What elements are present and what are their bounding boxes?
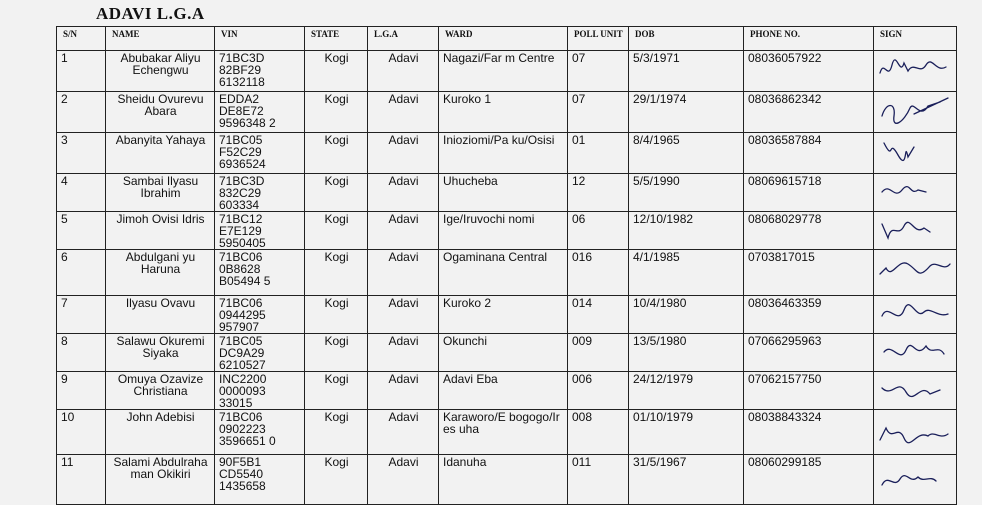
cell-poll-unit: 006 xyxy=(568,372,629,410)
signature-stroke xyxy=(882,476,936,485)
table-row xyxy=(57,372,957,410)
cell-lga: Adavi xyxy=(368,174,439,212)
signature-mark xyxy=(874,250,956,294)
signature-cell xyxy=(874,174,957,212)
cell-ward: Idanuha xyxy=(439,455,568,505)
signature-stroke xyxy=(882,387,940,397)
cell-poll-unit: 016 xyxy=(568,250,629,296)
cell-sn: 1 xyxy=(57,51,106,92)
signature-mark xyxy=(874,334,956,372)
cell-sn: 5 xyxy=(57,212,106,250)
cell-vin: 71BC05 F52C29 6936524 xyxy=(215,133,305,174)
cell-poll-unit: 07 xyxy=(568,51,629,92)
signature-cell xyxy=(874,372,957,410)
cell-lga: Adavi xyxy=(368,250,439,296)
header-state: STATE xyxy=(305,27,368,51)
cell-state: Kogi xyxy=(305,250,368,296)
signature-mark xyxy=(874,92,956,133)
cell-lga: Adavi xyxy=(368,410,439,455)
cell-sn: 3 xyxy=(57,133,106,174)
signature-stroke xyxy=(882,222,930,238)
table-header-row xyxy=(57,27,957,51)
cell-phone: 08036862342 xyxy=(744,92,874,133)
cell-name: Salawu Okuremi Siyaka xyxy=(106,334,215,372)
cell-vin: 71BC06 0944295 957907 xyxy=(215,296,305,334)
signature-mark xyxy=(874,296,956,334)
signature-cell xyxy=(874,334,957,372)
page-title: ADAVI L.G.A xyxy=(96,4,205,23)
header-sign: SIGN xyxy=(874,27,957,51)
signature-cell xyxy=(874,212,957,250)
table-row xyxy=(57,250,957,296)
cell-lga: Adavi xyxy=(368,455,439,505)
cell-poll-unit: 008 xyxy=(568,410,629,455)
cell-state: Kogi xyxy=(305,92,368,133)
cell-sn: 6 xyxy=(57,250,106,296)
cell-name: Abdulgani yu Haruna xyxy=(106,250,215,296)
signature-cell xyxy=(874,133,957,174)
cell-vin: 71BC12 E7E129 5950405 xyxy=(215,212,305,250)
cell-poll-unit: 01 xyxy=(568,133,629,174)
cell-sn: 4 xyxy=(57,174,106,212)
cell-phone: 08069615718 xyxy=(744,174,874,212)
cell-poll-unit: 12 xyxy=(568,174,629,212)
cell-ward: Ige/Iruvochi nomi xyxy=(439,212,568,250)
cell-phone: 08036463359 xyxy=(744,296,874,334)
cell-lga: Adavi xyxy=(368,334,439,372)
header-ward: WARD xyxy=(439,27,568,51)
cell-state: Kogi xyxy=(305,51,368,92)
cell-poll-unit: 011 xyxy=(568,455,629,505)
cell-state: Kogi xyxy=(305,410,368,455)
cell-dob: 24/12/1979 xyxy=(629,372,744,410)
header-lga: L.G.A xyxy=(368,27,439,51)
cell-ward: Inioziomi/Pa ku/Osisi xyxy=(439,133,568,174)
cell-state: Kogi xyxy=(305,133,368,174)
cell-ward: Okunchi xyxy=(439,334,568,372)
cell-dob: 01/10/1979 xyxy=(629,410,744,455)
signature-stroke xyxy=(884,143,914,160)
cell-state: Kogi xyxy=(305,455,368,505)
cell-ward: Kuroko 2 xyxy=(439,296,568,334)
header-vin: VIN xyxy=(215,27,305,51)
cell-vin: 71BC06 0B8628 B05494 5 xyxy=(215,250,305,296)
cell-lga: Adavi xyxy=(368,372,439,410)
table-row xyxy=(57,212,957,250)
cell-phone: 07062157750 xyxy=(744,372,874,410)
table-row xyxy=(57,92,957,133)
cell-state: Kogi xyxy=(305,212,368,250)
cell-state: Kogi xyxy=(305,174,368,212)
cell-ward: Kuroko 1 xyxy=(439,92,568,133)
signature-mark xyxy=(874,51,956,92)
cell-poll-unit: 07 xyxy=(568,92,629,133)
cell-phone: 08036587884 xyxy=(744,133,874,174)
signature-mark xyxy=(874,410,956,454)
cell-vin: 71BC05 DC9A29 6210527 xyxy=(215,334,305,372)
cell-name: Jimoh Ovisi Idris xyxy=(106,212,215,250)
cell-vin: 71BC06 0902223 3596651 0 xyxy=(215,410,305,455)
cell-state: Kogi xyxy=(305,372,368,410)
cell-sn: 10 xyxy=(57,410,106,455)
table-row xyxy=(57,51,957,92)
cell-sn: 7 xyxy=(57,296,106,334)
cell-poll-unit: 009 xyxy=(568,334,629,372)
cell-dob: 13/5/1980 xyxy=(629,334,744,372)
cell-dob: 5/3/1971 xyxy=(629,51,744,92)
cell-name: Abanyita Yahaya xyxy=(106,133,215,174)
cell-poll-unit: 06 xyxy=(568,212,629,250)
cell-ward: Karaworo/E bogogo/Ires uha xyxy=(439,410,568,455)
member-table xyxy=(56,26,957,505)
cell-lga: Adavi xyxy=(368,51,439,92)
cell-dob: 8/4/1965 xyxy=(629,133,744,174)
signature-stroke xyxy=(882,187,926,194)
cell-phone: 07066295963 xyxy=(744,334,874,372)
signature-mark xyxy=(874,133,956,174)
signature-cell xyxy=(874,296,957,334)
cell-ward: Ogaminana Central xyxy=(439,250,568,296)
cell-sn: 9 xyxy=(57,372,106,410)
signature-mark xyxy=(874,455,956,499)
cell-phone: 08036057922 xyxy=(744,51,874,92)
signature-stroke xyxy=(882,98,948,123)
signature-stroke xyxy=(882,305,948,316)
cell-vin: 71BC3D 832C29 603334 xyxy=(215,174,305,212)
cell-name: John Adebisi xyxy=(106,410,215,455)
cell-lga: Adavi xyxy=(368,212,439,250)
table-row xyxy=(57,174,957,212)
header-name: NAME xyxy=(106,27,215,51)
header-dob: DOB xyxy=(629,27,744,51)
cell-dob: 4/1/1985 xyxy=(629,250,744,296)
table-row xyxy=(57,334,957,372)
cell-name: Abubakar Aliyu Echengwu xyxy=(106,51,215,92)
table-row xyxy=(57,296,957,334)
cell-dob: 12/10/1982 xyxy=(629,212,744,250)
signature-stroke xyxy=(880,60,946,73)
cell-dob: 5/5/1990 xyxy=(629,174,744,212)
cell-poll-unit: 014 xyxy=(568,296,629,334)
cell-phone: 08038843324 xyxy=(744,410,874,455)
cell-sn: 8 xyxy=(57,334,106,372)
signature-mark xyxy=(874,372,956,410)
cell-name: Salami Abdulraha man Okikiri xyxy=(106,455,215,505)
cell-phone: 0703817015 xyxy=(744,250,874,296)
signature-cell xyxy=(874,410,957,455)
cell-phone: 08068029778 xyxy=(744,212,874,250)
table-row xyxy=(57,455,957,505)
signature-cell xyxy=(874,250,957,296)
cell-state: Kogi xyxy=(305,296,368,334)
cell-dob: 29/1/1974 xyxy=(629,92,744,133)
cell-lga: Adavi xyxy=(368,296,439,334)
cell-name: Ilyasu Ovavu xyxy=(106,296,215,334)
cell-sn: 2 xyxy=(57,92,106,133)
signature-stroke xyxy=(880,263,950,274)
signature-stroke xyxy=(884,345,944,354)
signature-cell xyxy=(874,92,957,133)
cell-state: Kogi xyxy=(305,334,368,372)
cell-vin: 71BC3D 82BF29 6132118 xyxy=(215,51,305,92)
cell-vin: 90F5B1 CD5540 1435658 xyxy=(215,455,305,505)
cell-name: Omuya Ozavize Christiana xyxy=(106,372,215,410)
header-poll-unit: POLL UNIT xyxy=(568,27,629,51)
cell-name: Sheidu Ovurevu Abara xyxy=(106,92,215,133)
header-sn: S/N xyxy=(57,27,106,51)
signature-cell xyxy=(874,51,957,92)
table-row xyxy=(57,133,957,174)
cell-lga: Adavi xyxy=(368,133,439,174)
signature-cell xyxy=(874,455,957,505)
cell-sn: 11 xyxy=(57,455,106,505)
cell-phone: 08060299185 xyxy=(744,455,874,505)
cell-dob: 31/5/1967 xyxy=(629,455,744,505)
cell-lga: Adavi xyxy=(368,92,439,133)
signature-stroke xyxy=(880,428,948,443)
cell-vin: INC2200 0000093 33015 xyxy=(215,372,305,410)
cell-name: Sambai Ilyasu Ibrahim xyxy=(106,174,215,212)
table-row xyxy=(57,410,957,455)
cell-ward: Uhucheba xyxy=(439,174,568,212)
signature-mark xyxy=(874,174,956,212)
cell-ward: Adavi Eba xyxy=(439,372,568,410)
header-phone: PHONE NO. xyxy=(744,27,874,51)
signature-mark xyxy=(874,212,956,250)
cell-dob: 10/4/1980 xyxy=(629,296,744,334)
cell-ward: Nagazi/Far m Centre xyxy=(439,51,568,92)
cell-vin: EDDA2 DE8E72 9596348 2 xyxy=(215,92,305,133)
